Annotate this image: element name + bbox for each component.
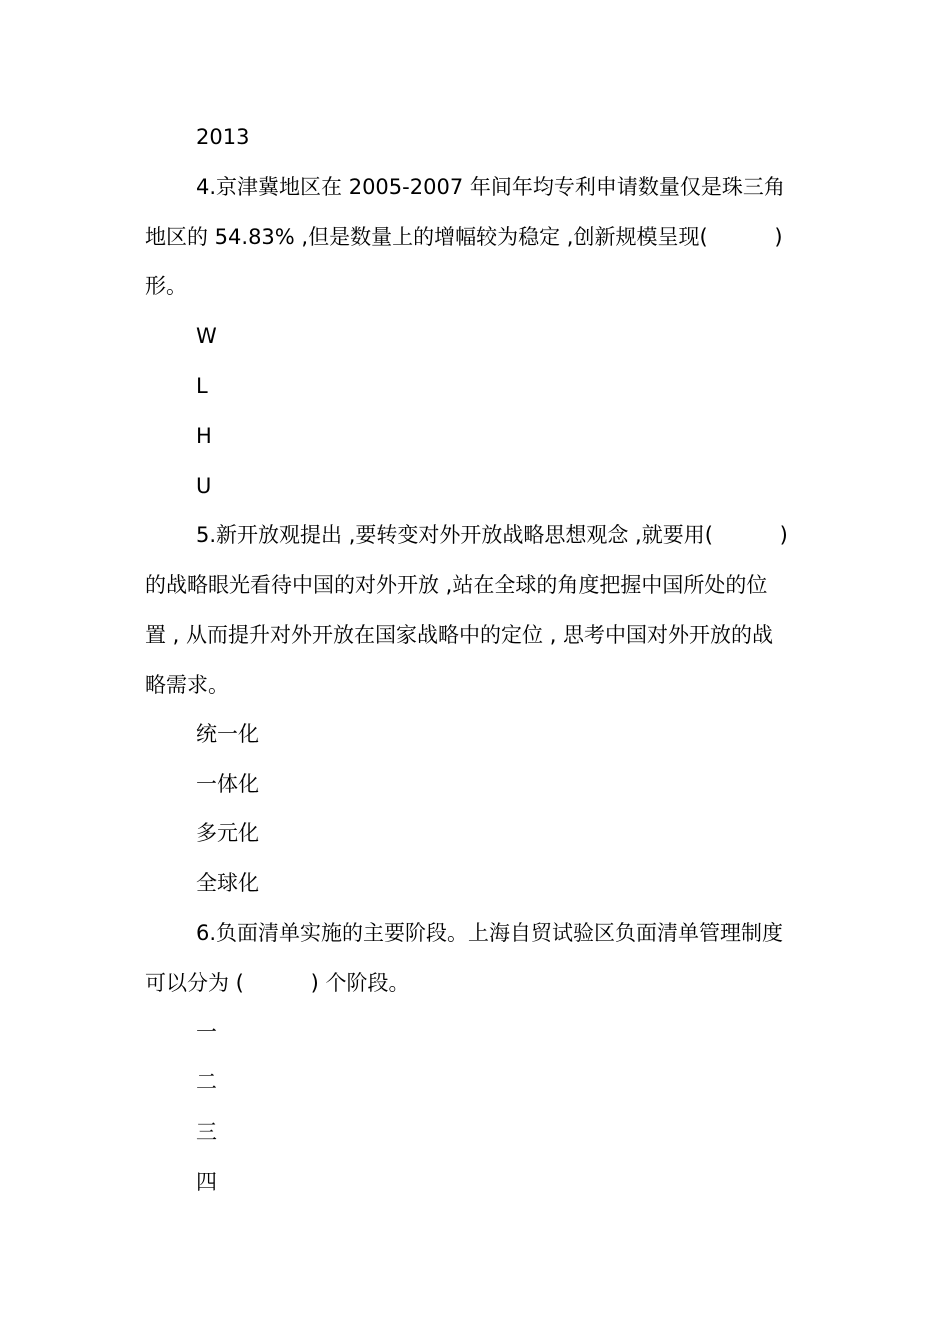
question-5-stem-line-1: 5.新开放观提出 ,要转变对外开放战略思想观念 ,就要用( ) [196, 523, 788, 547]
question-4-option-c: H [196, 424, 212, 448]
question-6-option-b: 二 [196, 1070, 217, 1094]
question-4-stem-line-2: 地区的 54.83% ,但是数量上的增幅较为稳定 ,创新规模呈现( ) [145, 225, 783, 249]
question-6-option-d: 四 [196, 1170, 217, 1194]
year-line: 2013 [196, 125, 250, 149]
question-5-stem-line-2: 的战略眼光看待中国的对外开放 ,站在全球的角度把握中国所处的位 [145, 573, 768, 597]
question-5-option-b: 一体化 [196, 772, 259, 796]
question-6-option-a: 一 [196, 1020, 217, 1044]
question-6-option-c: 三 [196, 1120, 217, 1144]
question-5-option-a: 统一化 [196, 722, 259, 746]
question-6-stem-line-1: 6.负面清单实施的主要阶段。上海自贸试验区负面清单管理制度 [196, 921, 784, 945]
question-4-stem-line-1: 4.京津冀地区在 2005-2007 年间年均专利申请数量仅是珠三角 [196, 175, 785, 199]
question-5-option-c: 多元化 [196, 821, 259, 845]
question-6-stem-line-2: 可以分为 ( ) 个阶段。 [145, 971, 410, 995]
question-4-option-a: W [196, 324, 217, 348]
question-4-option-b: L [196, 374, 208, 398]
question-4-stem-line-3: 形。 [145, 274, 187, 298]
question-5-option-d: 全球化 [196, 871, 259, 895]
question-5-stem-line-4: 略需求。 [145, 673, 229, 697]
question-4-option-d: U [196, 474, 212, 498]
question-5-stem-line-3: 置 , 从而提升对外开放在国家战略中的定位 , 思考中国对外开放的战 [145, 623, 774, 647]
